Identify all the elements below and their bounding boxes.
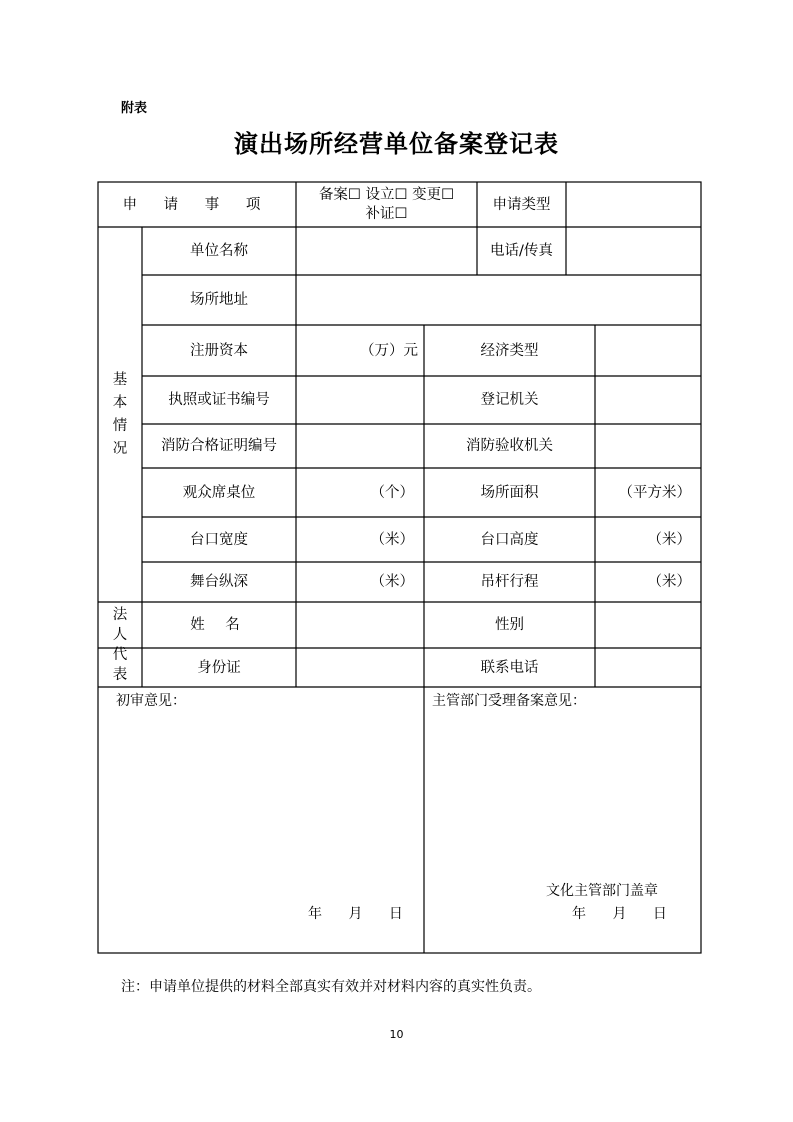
stage-depth-field[interactable]: （米） bbox=[370, 574, 414, 590]
stage-height-label: 台口高度 bbox=[480, 531, 539, 548]
economic-type-field[interactable] bbox=[595, 325, 701, 376]
phone-fax-field[interactable] bbox=[566, 227, 701, 275]
application-type-field[interactable] bbox=[566, 182, 701, 227]
form-title: 演出场所经营单位备案登记表 bbox=[234, 130, 559, 158]
basic-info-char-2: 本 bbox=[112, 394, 128, 411]
fire-authority-field[interactable] bbox=[595, 424, 701, 468]
legal-rep-char-2: 人 bbox=[112, 626, 128, 643]
basic-info-char-3: 情 bbox=[112, 417, 128, 434]
license-number-label: 执照或证书编号 bbox=[168, 392, 270, 408]
name-field[interactable] bbox=[296, 602, 424, 648]
basic-info-group-label bbox=[98, 227, 142, 602]
application-type-label: 申请类型 bbox=[492, 196, 551, 213]
id-card-label: 身份证 bbox=[197, 659, 241, 676]
application-item-label: 申 请 事 项 bbox=[122, 196, 272, 213]
venue-area-field[interactable]: （平方米） bbox=[618, 484, 691, 501]
contact-phone-label: 联系电话 bbox=[480, 659, 539, 676]
stage-height-field[interactable]: （米） bbox=[647, 531, 691, 548]
initial-review-date: 年 月 日 bbox=[308, 906, 403, 922]
registration-authority-label: 登记机关 bbox=[480, 392, 539, 408]
stage-width-label: 台口宽度 bbox=[190, 531, 248, 548]
dept-seal-label: 文化主管部门盖章 bbox=[546, 883, 658, 899]
basic-info-char-4: 况 bbox=[112, 440, 128, 457]
fire-cert-field[interactable] bbox=[296, 424, 424, 468]
audience-seats-field[interactable]: （个） bbox=[370, 484, 414, 501]
economic-type-label: 经济类型 bbox=[480, 342, 539, 359]
appendix-label: 附表 bbox=[121, 101, 148, 116]
legal-rep-char-4: 表 bbox=[112, 666, 128, 683]
fly-travel-label: 吊杆行程 bbox=[480, 574, 539, 590]
application-options-line1[interactable]: 备案☐ 设立☐ 变更☐ bbox=[318, 186, 455, 203]
phone-fax-label: 电话/传真 bbox=[490, 243, 553, 259]
contact-phone-field[interactable] bbox=[595, 648, 701, 687]
venue-address-field[interactable] bbox=[296, 275, 701, 325]
venue-area-label: 场所面积 bbox=[480, 484, 539, 501]
application-options-line2[interactable]: 补证☐ bbox=[365, 205, 408, 222]
venue-address-label: 场所地址 bbox=[190, 292, 248, 308]
fire-authority-label: 消防验收机关 bbox=[466, 438, 553, 454]
stage-depth-label: 舞台纵深 bbox=[190, 574, 248, 590]
basic-info-char-1: 基 bbox=[112, 371, 128, 388]
unit-name-field[interactable] bbox=[296, 227, 477, 275]
unit-name-label: 单位名称 bbox=[190, 243, 248, 259]
dept-opinion-label: 主管部门受理备案意见： bbox=[432, 693, 586, 709]
legal-rep-group-label bbox=[98, 602, 142, 687]
stage-width-field[interactable]: （米） bbox=[370, 531, 414, 548]
id-card-field[interactable] bbox=[296, 648, 424, 687]
initial-review-label: 初审意见： bbox=[116, 693, 186, 709]
page-number: 10 bbox=[389, 1028, 404, 1041]
fly-travel-field[interactable]: （米） bbox=[647, 574, 691, 590]
gender-label: 性别 bbox=[495, 617, 524, 633]
audience-seats-label: 观众席桌位 bbox=[182, 484, 256, 501]
fire-cert-label: 消防合格证明编号 bbox=[161, 438, 277, 454]
footer-note: 注：申请单位提供的材料全部真实有效并对材料内容的真实性负责。 bbox=[121, 979, 541, 995]
application-options[interactable] bbox=[296, 182, 477, 227]
gender-field[interactable] bbox=[595, 602, 701, 648]
registered-capital-label: 注册资本 bbox=[190, 342, 248, 359]
registration-authority-field[interactable] bbox=[595, 376, 701, 424]
dept-date: 年 月 日 bbox=[572, 906, 667, 922]
license-number-field[interactable] bbox=[296, 376, 424, 424]
legal-rep-char-3: 代 bbox=[112, 646, 128, 663]
name-label: 姓 名 bbox=[190, 617, 248, 633]
legal-rep-char-1: 法 bbox=[112, 606, 128, 623]
registered-capital-field[interactable]: （万）元 bbox=[360, 342, 418, 359]
